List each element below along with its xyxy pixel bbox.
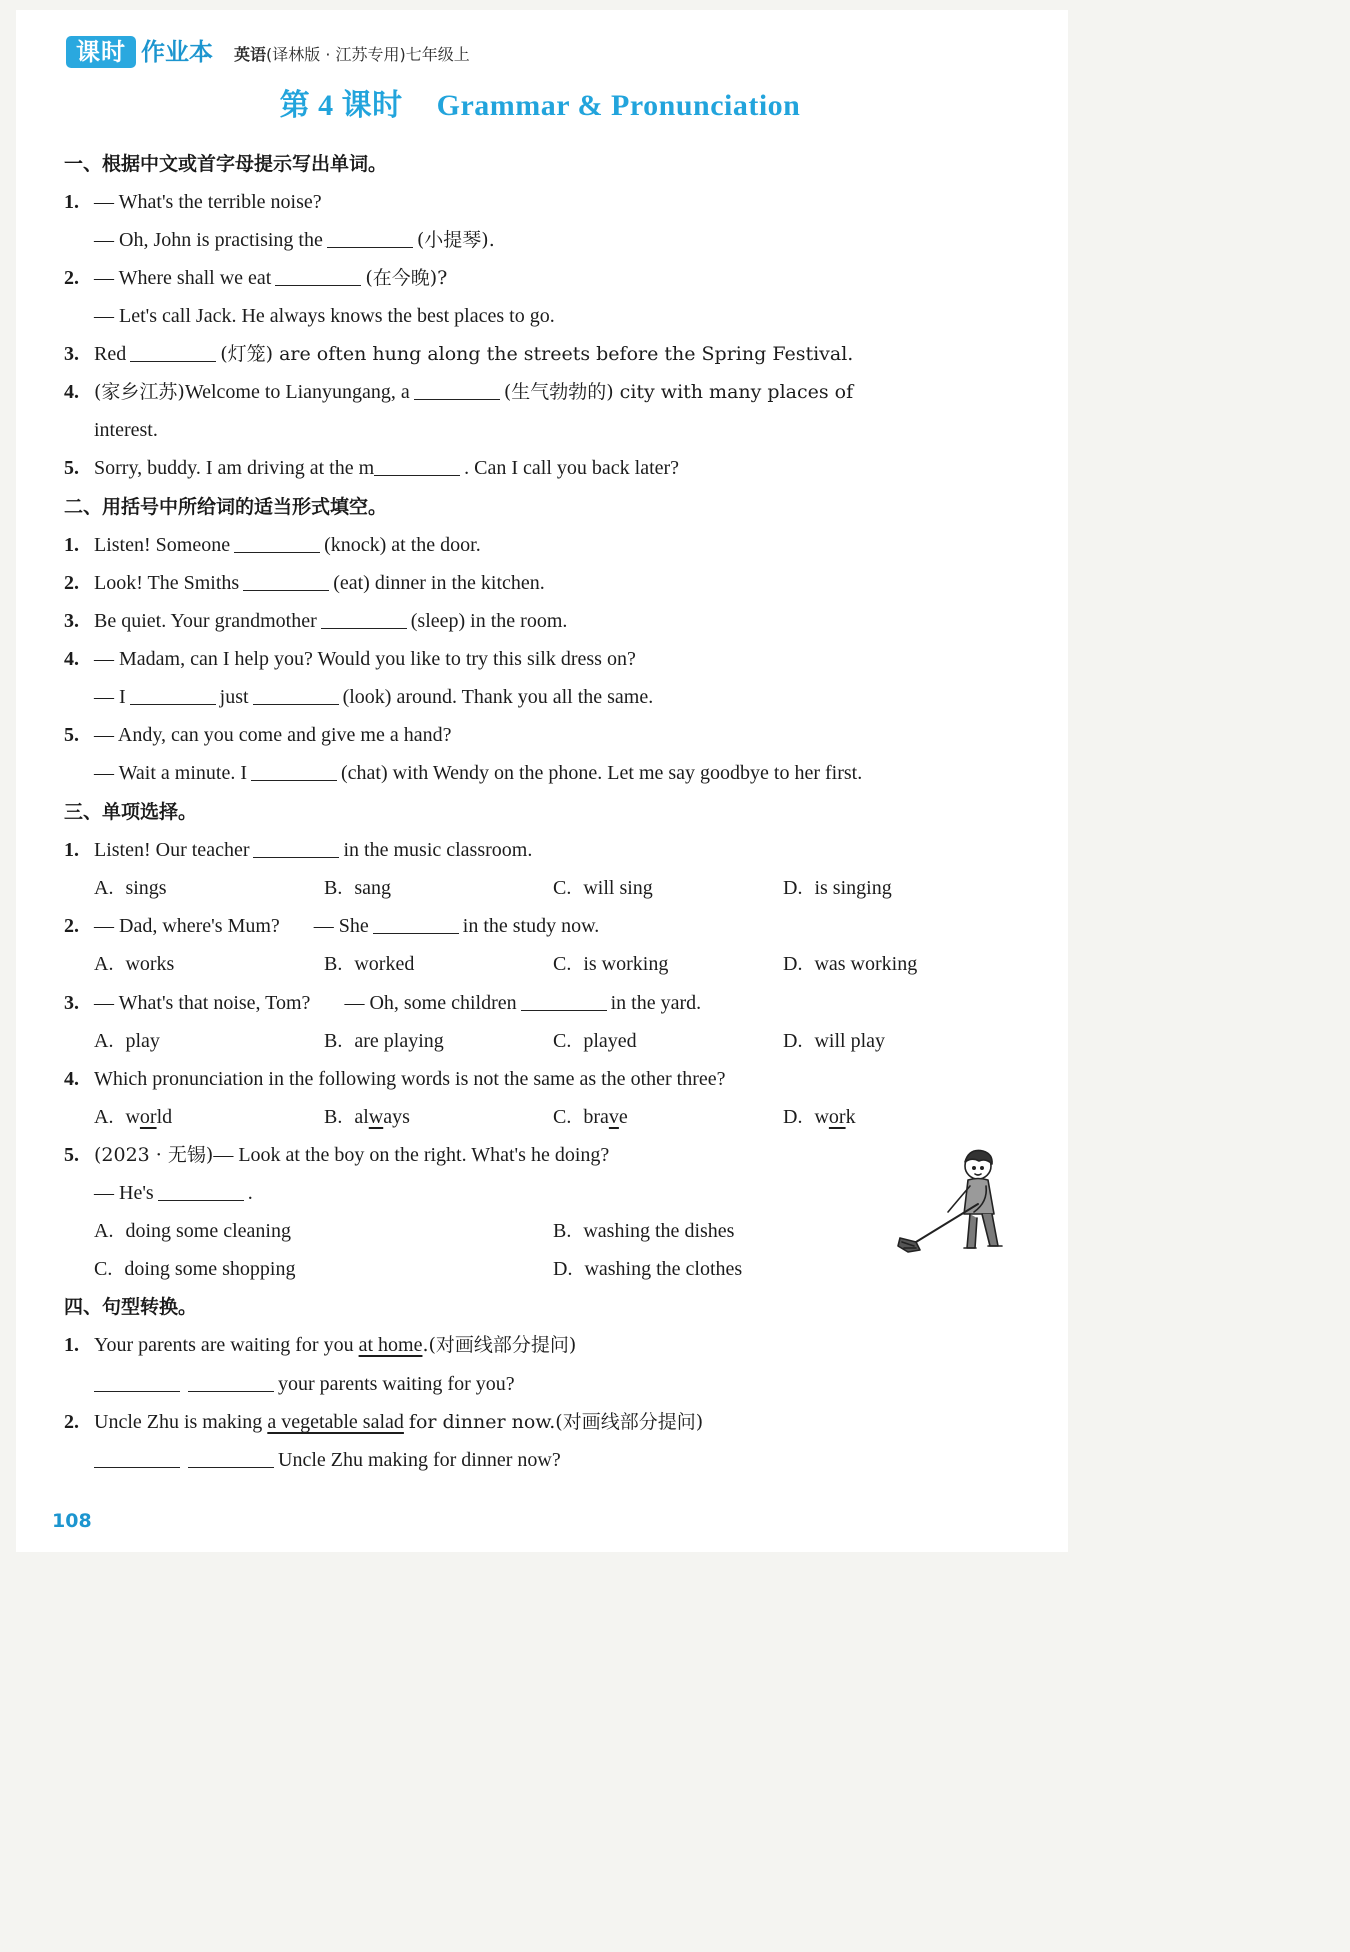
option-c[interactable]: C. played <box>553 1030 637 1052</box>
section-2-heading: 二、用括号中所给词的适当形式填空。 <box>64 496 388 518</box>
edition: (译林版 · 江苏专用)七年级上 <box>266 45 470 64</box>
answer-blank[interactable] <box>234 530 320 553</box>
answer-blank[interactable] <box>373 911 459 934</box>
option-b[interactable]: B. washing the dishes <box>553 1220 735 1242</box>
option-d[interactable]: D. washing the clothes <box>553 1258 743 1280</box>
option-d[interactable]: D. is singing <box>783 877 892 899</box>
answer-blank[interactable] <box>414 377 500 400</box>
answer-blank[interactable] <box>253 682 339 705</box>
brand-logo: 课时 <box>66 36 136 68</box>
answer-blank[interactable] <box>275 263 361 286</box>
option-d[interactable]: D. work <box>783 1106 856 1128</box>
option-c[interactable]: C. doing some shopping <box>94 1258 296 1280</box>
option-a[interactable]: A. sings <box>94 877 167 899</box>
option-c[interactable]: C. brave <box>553 1106 628 1128</box>
answer-blank[interactable] <box>374 453 460 476</box>
section-4-heading: 四、句型转换。 <box>64 1296 198 1318</box>
answer-blank[interactable] <box>251 758 337 781</box>
subject-line <box>234 44 470 66</box>
answer-blank[interactable] <box>253 835 339 858</box>
answer-blank[interactable] <box>243 568 329 591</box>
answer-blank[interactable] <box>327 225 413 248</box>
option-d[interactable]: D. was working <box>783 953 918 975</box>
option-a[interactable]: A. world <box>94 1106 173 1128</box>
page-title <box>0 84 1080 128</box>
title-cn: 第 4 课时 <box>279 89 403 122</box>
option-b[interactable]: B. sang <box>324 877 392 899</box>
answer-blank[interactable] <box>94 1369 180 1392</box>
answer-blank[interactable] <box>130 339 216 362</box>
option-d[interactable]: D. will play <box>783 1030 885 1052</box>
option-b[interactable]: B. worked <box>324 953 415 975</box>
answer-blank[interactable] <box>521 988 607 1011</box>
subject-name: 英语 <box>234 45 267 64</box>
title-en: Grammar & Pronunciation <box>436 89 801 122</box>
answer-blank[interactable] <box>158 1178 244 1201</box>
section-3-heading: 三、单项选择。 <box>64 801 198 823</box>
option-c[interactable]: C. is working <box>553 953 669 975</box>
option-a[interactable]: A. works <box>94 953 175 975</box>
option-b[interactable]: B. always <box>324 1106 410 1128</box>
answer-blank[interactable] <box>94 1445 180 1468</box>
answer-blank[interactable] <box>130 682 216 705</box>
page-number: 108 <box>52 1510 92 1532</box>
option-a[interactable]: A. play <box>94 1030 160 1052</box>
option-b[interactable]: B. are playing <box>324 1030 444 1052</box>
answer-blank[interactable] <box>321 606 407 629</box>
answer-blank[interactable] <box>188 1369 274 1392</box>
boy-sweeping-illustration <box>896 1146 1026 1258</box>
option-c[interactable]: C. will sing <box>553 877 653 899</box>
answer-blank[interactable] <box>188 1445 274 1468</box>
option-a[interactable]: A. doing some cleaning <box>94 1220 291 1242</box>
book-name: 作业本 <box>141 38 213 66</box>
section-1-heading: 一、根据中文或首字母提示写出单词。 <box>64 153 388 175</box>
